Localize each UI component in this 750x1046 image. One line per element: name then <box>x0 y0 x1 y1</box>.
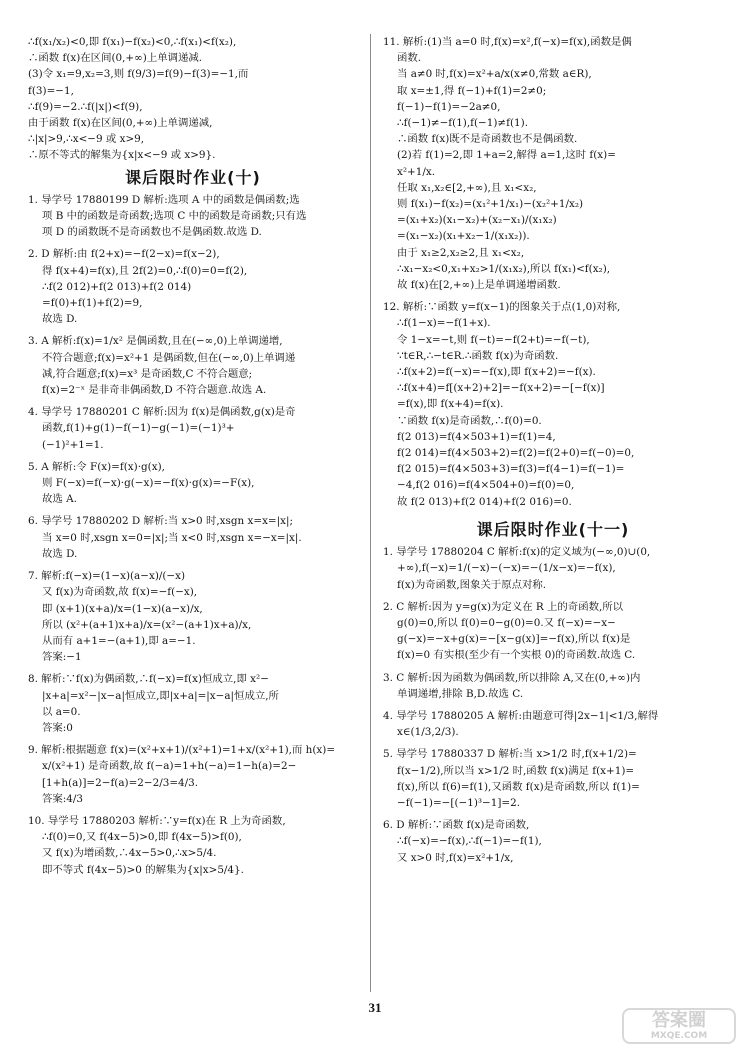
text-line: 即 (x+1)(x+a)/x=(1−x)(a−x)/x, <box>42 602 203 615</box>
text-line: 由于函数 f(x)在区间(0,+∞)上单调递减, <box>28 117 213 130</box>
text-line: 减,符合题意;f(x)=x³ 是奇函数,C 不符合题意; <box>42 367 253 380</box>
spacer <box>383 866 723 872</box>
text-line: ∴f(x₁/x₂)<0,即 f(x₁)−f(x₂)<0,∴f(x₁)<f(x₂), <box>28 36 237 48</box>
text-line: f(2 014)=f(4×503+2)=f(2)=f(2+0)=f(−0)=0, <box>397 447 635 460</box>
text-line: f(x)=0 有实根(至少有一个实根 0)的奇函数.故选 C. <box>397 649 636 662</box>
text-line: 3. A 解析:f(x)=1/x² 是偶函数,且在(−∞,0)上单调递增, <box>28 335 283 348</box>
page-number: 31 <box>368 1000 382 1015</box>
text-line: =f(0)+f(1)+f(2)=9, <box>42 297 143 310</box>
text-line: 答案:−1 <box>42 651 82 664</box>
section-title: 课后限时作业(十一) <box>476 519 630 539</box>
text-line: ∴原不等式的解集为{x|x<−9 或 x>9}. <box>28 149 216 162</box>
text-line: (−1)²+1=1. <box>42 438 104 451</box>
right-column <box>383 34 723 872</box>
text-line: x∈(1/3,2/3). <box>397 726 459 739</box>
text-line: ∴f(2 012)+f(2 013)+f(2 014) <box>42 280 192 293</box>
answer-item <box>28 404 358 453</box>
text-line: 3. C 解析:因为函数为偶函数,所以排除 A,又在(0,+∞)内 <box>383 671 641 684</box>
text-line: [1+h(a)]=2−f(a)=2−2/3=4/3. <box>42 776 199 789</box>
spacer <box>383 510 723 516</box>
text-line: 所以 (x²+(a+1)x+a)/x=(x²−(a+1)x+a)/x, <box>42 618 252 631</box>
text-line: 以 a=0. <box>42 705 81 718</box>
text-line: 4. 导学号 17880205 A 解析:由题意可得|2x−1|<1/3,解得 <box>383 709 659 722</box>
answer-item <box>28 568 358 665</box>
text-line: ∴函数 f(x)在区间(0,+∞)上单调递减. <box>28 52 203 65</box>
spacer <box>28 878 358 884</box>
text-line: −f(−1)=−[(−1)³−1]=2. <box>397 796 521 809</box>
text-line: 1. 导学号 17880204 C 解析:f(x)的定义域为(−∞,0)∪(0, <box>383 546 651 559</box>
text-line: f(x−1/2),所以当 x>1/2 时,函数 f(x)满足 f(x+1)= <box>397 764 635 777</box>
text-line: 不符合题意;f(x)=x²+1 是偶函数,但在(−∞,0)上单调递 <box>42 351 296 364</box>
answer-item <box>383 817 723 866</box>
answer-item <box>28 246 358 327</box>
text-line: ∴函数 f(x)既不是奇函数也不是偶函数. <box>397 133 578 146</box>
text-line: ∴f(−1)≠−f(1),f(−1)≠f(1). <box>397 117 529 130</box>
text-line: (2)若 f(1)=2,即 1+a=2,解得 a=1,这时 f(x)= <box>397 149 616 162</box>
text-line: 由于 x₁≥2,x₂≥2,且 x₁<x₂, <box>397 246 525 259</box>
text-line: 当 a≠0 时,f(x)=x²+a/x(x≠0,常数 a∈R), <box>397 68 592 81</box>
text-line: 任取 x₁,x₂∈[2,+∞),且 x₁<x₂, <box>397 181 537 194</box>
text-line: 取 x=±1,得 f(−1)+f(1)=2≠0; <box>397 84 547 97</box>
text-line: 6. D 解析:∵函数 f(x)是奇函数, <box>383 819 530 832</box>
answer-item <box>28 813 358 878</box>
text-line: 答案:0 <box>42 721 73 734</box>
text-line: f(x)为奇函数,图象关于原点对称. <box>397 578 547 591</box>
text-line: 11. 解析:(1)当 a=0 时,f(x)=x²,f(−x)=f(x),函数是偶 <box>383 36 632 48</box>
text-line: ∴f(1−x)=−f(1+x). <box>397 317 491 330</box>
column-divider <box>370 34 371 992</box>
text-line: 4. 导学号 17880201 C 解析:因为 f(x)是偶函数,g(x)是奇 <box>28 406 296 419</box>
text-line: 得 f(x+4)=f(x),且 2f(2)=0,∴f(0)=0=f(2), <box>42 264 248 277</box>
text-line: f(x),所以 f(6)=f(1),又函数 f(x)是奇函数,所以 f(1)= <box>397 780 640 793</box>
text-line: 7. 解析:f(−x)=(1−x)(a−x)/(−x) <box>28 570 186 583</box>
text-line: =f(x),即 f(x+4)=f(x). <box>397 398 504 411</box>
text-line: 函数,f(1)+g(1)−f(−1)−g(−1)=(−1)³+ <box>42 422 235 435</box>
text-line: −4,f(2 016)=f(4×504+0)=f(0)=0, <box>397 479 575 492</box>
text-line: ∴f(x+4)=f[(x+2)+2]=−f(x+2)=−[−f(x)] <box>397 382 605 395</box>
text-line: ∴f(x+2)=f(−x)=−f(x),即 f(x+2)=−f(x). <box>397 366 596 379</box>
text-line: g(−x)=−x+g(x)=−[x−g(x)]=−f(x),所以 f(x)是 <box>397 633 631 646</box>
text-line: 故 f(2 013)+f(2 014)+f(2 016)=0. <box>397 495 572 508</box>
text-line: f(2 015)=f(4×503+3)=f(3)=f(4−1)=f(−1)= <box>397 463 625 476</box>
text-line: 8. 解析:∵f(x)为偶函数,∴f(−x)=f(x)恒成立,即 x²− <box>28 673 269 686</box>
text-line: |x+a|=x²−|x−a|恒成立,即|x+a|=|x−a|恒成立,所 <box>42 689 279 702</box>
text-line: 项 D 的函数既不是奇函数也不是偶函数.故选 D. <box>42 226 262 239</box>
text-line: 又 x>0 时,f(x)=x²+1/x, <box>397 851 514 864</box>
answer-item <box>383 708 723 740</box>
text-line: ∵函数 f(x)是奇函数,∴f(0)=0. <box>397 414 542 427</box>
text-line: f(−1)−f(1)=−2a≠0, <box>397 100 501 113</box>
text-line: 函数. <box>397 52 422 65</box>
text-line: 故选 D. <box>42 547 78 560</box>
text-line: f(2 013)=f(4×503+1)=f(1)=4, <box>397 430 556 443</box>
text-line: 从而有 a+1=−(a+1),即 a=−1. <box>42 634 196 647</box>
watermark-logo: 答案圈 MXQE.COM <box>622 1008 736 1044</box>
answer-item <box>28 459 358 508</box>
text-line: x/(x²+1) 是奇函数,故 f(−a)=1+h(−a)=1−h(a)=2− <box>42 760 297 773</box>
answer-item <box>28 513 358 562</box>
text-line: ∴|x|>9,∴x<−9 或 x>9, <box>28 133 145 146</box>
text-line: =(x₁−x₂)(x₁+x₂−1/(x₁x₂)). <box>397 230 530 243</box>
text-line: 故 f(x)在[2,+∞)上是单调递增函数. <box>397 279 561 292</box>
text-line: =(x₁+x₂)(x₁−x₂)+(x₂−x₁)/(x₁x₂) <box>397 214 557 227</box>
text-line: 即不等式 f(4x−5)>0 的解集为{x|x>5/4}. <box>42 863 244 876</box>
text-line: 又 f(x)为增函数,∴4x−5>0,∴x>5/4. <box>42 847 217 860</box>
answer-item <box>383 599 723 664</box>
answer-item <box>28 742 358 807</box>
section-title: 课后限时作业(十) <box>125 167 261 187</box>
text-line: f(x)=2⁻ˣ 是非奇非偶函数,D 不符合题意.故选 A. <box>42 384 267 397</box>
answer-item <box>28 192 358 241</box>
text-line: 5. 导学号 17880337 D 解析:当 x>1/2 时,f(x+1/2)= <box>383 748 637 761</box>
text-line: 项 B 中的函数是奇函数;选项 C 中的函数是奇函数;只有选 <box>42 210 307 223</box>
text-line: 故选 D. <box>42 313 78 326</box>
answer-item <box>383 670 723 702</box>
text-line: 2. C 解析:因为 y=g(x)为定义在 R 上的奇函数,所以 <box>383 600 624 613</box>
answer-item <box>383 34 723 293</box>
text-line: ∴f(−x)=−f(x),∴f(−1)=−f(1), <box>397 835 542 848</box>
text-line: 9. 解析:根据题意 f(x)=(x²+x+1)/(x²+1)=1+x/(x²+1),而 h(x)= <box>28 744 336 757</box>
text-line: 12. 解析:∵函数 y=f(x−1)的图象关于点(1,0)对称, <box>383 301 621 314</box>
text-line: x²+1/x. <box>397 165 436 178</box>
answer-item <box>383 746 723 811</box>
text-line: 5. A 解析:令 F(x)=f(x)·g(x), <box>28 460 165 473</box>
text-line: 1. 导学号 17880199 D 解析:选项 A 中的函数是偶函数;选 <box>28 193 300 206</box>
text-line: ∴x₁−x₂<0,x₁+x₂>1/(x₁x₂),所以 f(x₁)<f(x₂), <box>397 262 611 275</box>
text-line: 2. D 解析:由 f(2+x)=−f(2−x)=f(x−2), <box>28 248 220 261</box>
text-line: g(0)=0,所以 f(0)=0−g(0)=0.又 f(−x)=−x− <box>397 616 616 629</box>
text-line: ∴f(0)=0,又 f(4x−5)>0,即 f(4x−5)>f(0), <box>42 831 242 844</box>
text-line: 令 1−x=−t,则 f(−t)=−f(2+t)=−f(−t), <box>397 333 590 346</box>
text-line: 10. 导学号 17880203 解析:∵y=f(x)在 R 上为奇函数, <box>28 814 286 827</box>
left-column <box>28 34 358 884</box>
answer-item <box>383 299 723 510</box>
text-line: 单调递增,排除 B,D.故选 C. <box>397 687 524 700</box>
text-line: 故选 A. <box>42 493 77 506</box>
text-line: 则 f(x₁)−f(x₂)=(x₁²+1/x₁)−(x₂²+1/x₂) <box>397 198 584 211</box>
text-line: ∴f(9)=−2.∴f(|x|)<f(9), <box>28 100 143 113</box>
text-line: 又 f(x)为奇函数,故 f(x)=−f(−x), <box>42 586 198 599</box>
text-line: 6. 导学号 17880202 D 解析:当 x>0 时,xsgn x=x=|x|; <box>28 515 293 528</box>
text-line: 答案:4/3 <box>42 792 84 805</box>
text-line: 则 F(−x)=f(−x)·g(−x)=−f(x)·g(x)=−F(x), <box>42 477 255 490</box>
answer-item <box>28 333 358 398</box>
answer-item <box>383 544 723 593</box>
text-line: 当 x=0 时,xsgn x=0=|x|;当 x<0 时,xsgn x=−x=|x|. <box>42 531 302 544</box>
text-line: ∵t∈R,∴−t∈R.∴函数 f(x)为奇函数. <box>397 349 559 362</box>
text-line: +∞),f(−x)=1/(−x)−(−x)=−(1/x−x)=−f(x), <box>397 562 616 575</box>
answer-item <box>28 671 358 736</box>
text-line: (3)令 x₁=9,x₂=3,则 f(9/3)=f(9)−f(3)=−1,而 <box>28 68 249 81</box>
text-line: f(3)=−1, <box>28 84 74 97</box>
